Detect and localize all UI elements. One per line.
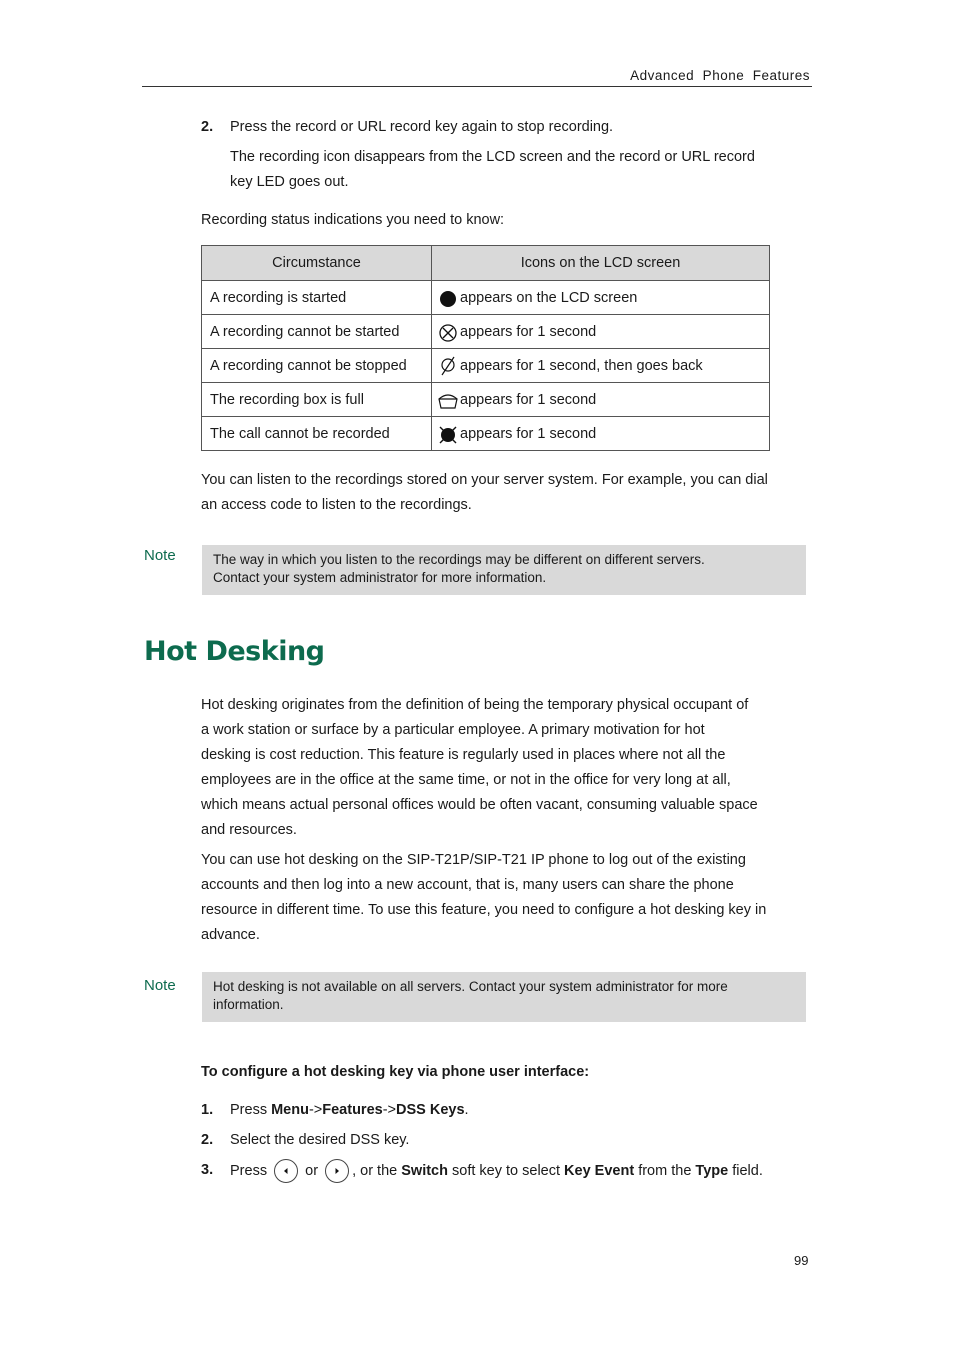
paragraph-line: resource in different time. To use this feature, you need to configure a hot desking key in xyxy=(201,902,767,918)
icon-cell xyxy=(432,315,770,349)
hot-desking-paragraph-1 xyxy=(201,693,758,843)
procedure-step-1-number xyxy=(201,1102,213,1118)
note-line: information. xyxy=(213,997,284,1012)
note-label: Note xyxy=(144,977,176,994)
status-intro: Recording status indications you need to know: xyxy=(201,212,505,228)
paragraph-line: a work station or surface by a particular employee. A primary motivation for hot xyxy=(201,722,705,738)
dss-keys-term: DSS Keys xyxy=(396,1102,465,1118)
step-2 xyxy=(201,119,213,135)
step-text: , or the xyxy=(352,1163,402,1179)
features-term: Features xyxy=(322,1102,383,1118)
table-row xyxy=(202,315,770,349)
listen-line1: You can listen to the recordings stored on your server system. For example, you can dial xyxy=(201,472,768,488)
table-header-row xyxy=(202,246,770,281)
step-text: field. xyxy=(728,1163,763,1179)
step-text: Press xyxy=(230,1163,268,1179)
table-row xyxy=(202,383,770,417)
circumstance-cell: The recording box is full xyxy=(202,383,432,417)
record-crossed-icon xyxy=(436,424,458,444)
table-row xyxy=(202,349,770,383)
procedure-step-2: Select the desired DSS key. xyxy=(230,1132,410,1148)
column-header: Circumstance xyxy=(202,246,432,281)
icon-cell xyxy=(432,349,770,383)
or-text: or xyxy=(305,1163,319,1179)
section-title: Hot Desking xyxy=(144,636,325,667)
period-text: . xyxy=(464,1102,469,1118)
note-line: The way in which you listen to the recordings may be different on different servers. xyxy=(213,552,705,567)
paragraph-line: You can use hot desking on the SIP-T21P/SIP-T21 IP phone to log out of the existing xyxy=(201,852,746,868)
paragraph-line: desking is cost reduction. This feature is regularly used in places where not all the xyxy=(201,747,726,763)
circumstance-cell: The call cannot be recorded xyxy=(202,417,432,451)
procedure-step-3 xyxy=(230,1158,763,1184)
procedure-step-1 xyxy=(230,1102,469,1118)
step-number: 2. xyxy=(201,1132,214,1148)
step-number: 2. xyxy=(201,119,214,135)
right-nav-key-icon xyxy=(325,1159,349,1183)
icon-description: appears for 1 second, then goes back xyxy=(460,357,703,374)
icon-description: appears on the LCD screen xyxy=(460,289,638,306)
paragraph-line: Hot desking originates from the definition of being the temporary physical occupant of xyxy=(201,697,749,713)
step-text: from the xyxy=(634,1163,696,1179)
procedure-step-3-number xyxy=(201,1162,213,1178)
record-x-icon xyxy=(436,322,458,342)
record-filled-icon xyxy=(436,288,458,308)
paragraph-line: advance. xyxy=(201,927,260,943)
left-nav-key-icon xyxy=(274,1159,298,1183)
circumstance-cell: A recording is started xyxy=(202,281,432,315)
step-2-text: Press the record or URL record key again to stop recording. xyxy=(230,119,614,135)
icon-cell xyxy=(432,383,770,417)
recording-status-table xyxy=(201,245,770,451)
procedure-step-2-number xyxy=(201,1132,213,1148)
step-number: 3. xyxy=(201,1162,214,1178)
arrow-text: -> xyxy=(382,1102,396,1118)
column-header: Icons on the LCD screen xyxy=(432,246,770,281)
step-2-detail-line2: key LED goes out. xyxy=(230,174,349,190)
key-event-term: Key Event xyxy=(564,1163,635,1179)
step-2-detail-line1: The recording icon disappears from the LCD screen and the record or URL record xyxy=(230,149,755,165)
icon-description: appears for 1 second xyxy=(460,323,597,340)
circumstance-cell: A recording cannot be started xyxy=(202,315,432,349)
procedure-title: To configure a hot desking key via phone user interface: xyxy=(201,1064,590,1080)
table-row xyxy=(202,417,770,451)
menu-term: Menu xyxy=(271,1102,309,1118)
paragraph-line: and resources. xyxy=(201,822,297,838)
note-label: Note xyxy=(144,547,176,564)
step-number: 1. xyxy=(201,1102,214,1118)
step-text: Press xyxy=(230,1102,272,1118)
paragraph-line: which means actual personal offices would be often vacant, consuming valuable space xyxy=(201,797,758,813)
header-rule xyxy=(142,86,812,87)
note-line: Hot desking is not available on all servers. Contact your system administrator for more xyxy=(213,979,728,994)
icon-cell xyxy=(432,417,770,451)
circumstance-cell: A recording cannot be stopped xyxy=(202,349,432,383)
type-term: Type xyxy=(695,1163,729,1179)
icon-description: appears for 1 second xyxy=(460,391,597,408)
paragraph-line: employees are in the office at the same time, or not in the office for very long at all, xyxy=(201,772,731,788)
table-row xyxy=(202,281,770,315)
hot-desking-paragraph-2 xyxy=(201,848,766,948)
running-header: Advanced Phone Features xyxy=(630,68,810,83)
paragraph-line: accounts and then log into a new account, that is, many users can share the phone xyxy=(201,877,734,893)
icon-cell xyxy=(432,281,770,315)
arrow-text: -> xyxy=(308,1102,323,1118)
switch-term: Switch xyxy=(401,1163,448,1179)
record-box-full-icon xyxy=(436,390,458,410)
note-box xyxy=(202,545,806,595)
record-slash-icon xyxy=(436,356,458,376)
step-text: soft key to select xyxy=(447,1163,565,1179)
icon-description: appears for 1 second xyxy=(460,425,597,442)
page-number: 99 xyxy=(794,1253,809,1268)
listen-line2: an access code to listen to the recordings. xyxy=(201,497,472,513)
note-box xyxy=(202,972,806,1022)
note-line: Contact your system administrator for more information. xyxy=(213,570,547,585)
